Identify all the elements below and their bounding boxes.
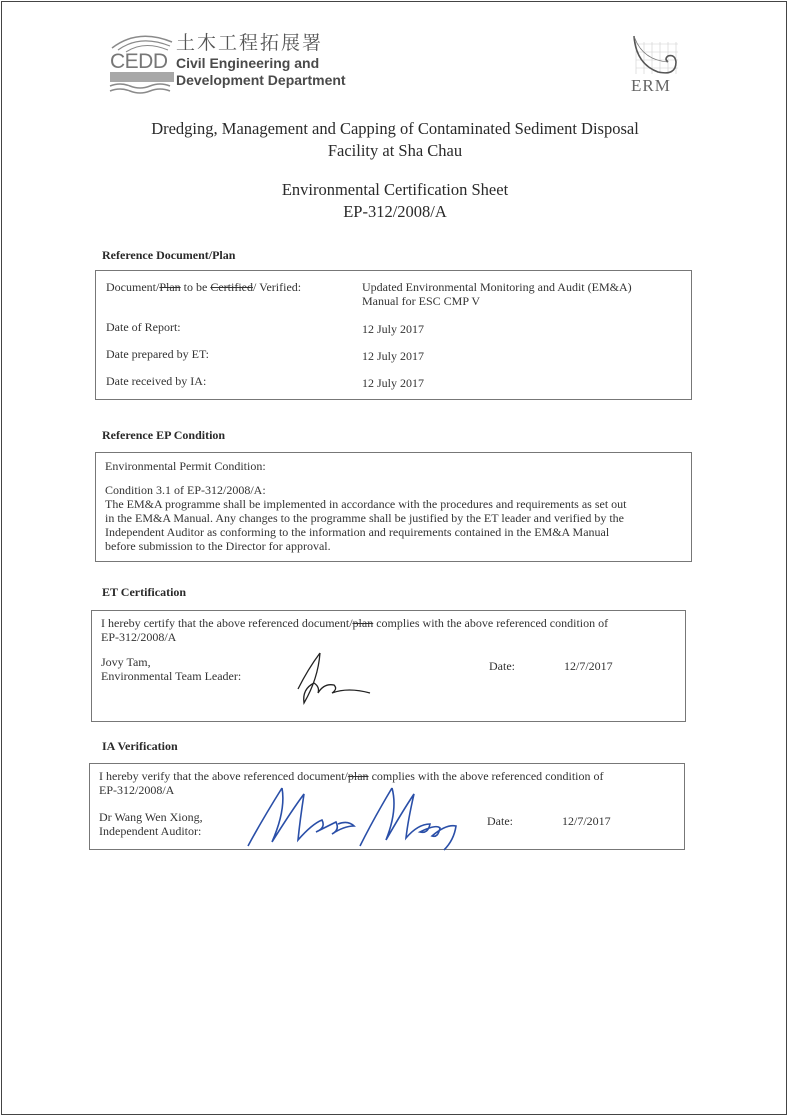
- section-label-reference-ep: Reference EP Condition: [102, 428, 226, 442]
- document-value-line1: Updated Environmental Monitoring and Audit (EM&A): [362, 280, 632, 294]
- et-signer-name: Jovy Tam,: [101, 655, 151, 669]
- reference-ep-box: [95, 452, 692, 562]
- et-signature-icon: [290, 649, 380, 709]
- date-prepared-label: Date prepared by ET:: [106, 347, 210, 361]
- ep-condition-line: The EM&A programme shall be implemented in accordance with the procedures and requirements as set out: [105, 497, 627, 511]
- et-certification-box: [91, 610, 686, 722]
- cedd-abbreviation: CEDD: [110, 50, 168, 73]
- section-label-reference-document: Reference Document/Plan: [102, 248, 236, 262]
- et-signer: [101, 655, 301, 683]
- sheet-title-text: Environmental Certification Sheet: [281, 180, 509, 199]
- cedd-full-name: [176, 55, 346, 89]
- ep-condition-line: before submission to the Director for approval.: [105, 539, 331, 553]
- field-part: Document/: [106, 280, 160, 294]
- statement-text: I hereby verify that the above referenced document/: [99, 769, 348, 783]
- document-value-line2: Manual for ESC CMP V: [362, 294, 481, 308]
- document-field-label: [106, 280, 301, 295]
- project-title-line1: Dredging, Management and Capping of Contaminated Sediment Disposal: [151, 119, 639, 138]
- section-label-et-certification: ET Certification: [102, 585, 187, 599]
- cedd-name-line2: Development Department: [176, 72, 346, 88]
- ep-condition-text: [105, 497, 681, 553]
- struck-field-part: Plan: [159, 280, 181, 294]
- sheet-title: [0, 179, 790, 223]
- et-signer-role: Environmental Team Leader:: [101, 669, 242, 683]
- ep-condition-line: Independent Auditor as conforming to the information and requirements contained in the EM&A Manual: [105, 525, 610, 539]
- section-label-ia-verification: IA Verification: [102, 739, 178, 753]
- ia-signature-icon: [242, 780, 472, 852]
- date-of-report-label: Date of Report:: [106, 320, 181, 334]
- date-of-report-value: 12 July 2017: [362, 322, 425, 336]
- project-title-line2: Facility at Sha Chau: [327, 141, 463, 160]
- document-value: [362, 280, 632, 308]
- reference-document-box: [95, 270, 692, 400]
- ia-date-value: 12/7/2017: [562, 814, 611, 828]
- et-date-value: 12/7/2017: [564, 659, 613, 673]
- et-statement: [101, 616, 675, 644]
- ep-condition-line: in the EM&A Manual. Any changes to the programme shall be justified by the ET leader and verified by the: [105, 511, 624, 525]
- statement-permit: EP-312/2008/A: [99, 783, 175, 797]
- date-received-value: 12 July 2017: [362, 376, 425, 390]
- statement-permit: EP-312/2008/A: [101, 630, 177, 644]
- field-part: / Verified:: [253, 280, 302, 294]
- ia-signer-role: Independent Auditor:: [99, 824, 202, 838]
- et-date-label: Date:: [489, 659, 515, 673]
- struck-field-part: Certified: [210, 280, 253, 294]
- cedd-name-line1: Civil Engineering and: [176, 55, 320, 71]
- permit-number: EP-312/2008/A: [343, 202, 447, 221]
- statement-text: I hereby certify that the above referenced document/: [101, 616, 353, 630]
- struck-word: plan: [352, 616, 374, 630]
- ep-condition-title: Condition 3.1 of EP-312/2008/A:: [105, 483, 266, 497]
- statement-text: complies with the above referenced condition of: [373, 616, 609, 630]
- date-prepared-value: 12 July 2017: [362, 349, 425, 363]
- ep-heading: Environmental Permit Condition:: [105, 459, 266, 473]
- ia-signer-name: Dr Wang Wen Xiong,: [99, 810, 203, 824]
- field-part: to be: [180, 280, 211, 294]
- cedd-chinese-name: 土木工程拓展署: [176, 32, 324, 54]
- date-received-label: Date received by IA:: [106, 374, 207, 388]
- statement-text: complies with the above referenced condition of: [368, 769, 604, 783]
- erm-abbreviation: ERM: [631, 76, 671, 95]
- struck-word: plan: [347, 769, 369, 783]
- project-title: [0, 118, 790, 162]
- ia-verification-box: [89, 763, 685, 850]
- ia-date-label: Date:: [487, 814, 513, 828]
